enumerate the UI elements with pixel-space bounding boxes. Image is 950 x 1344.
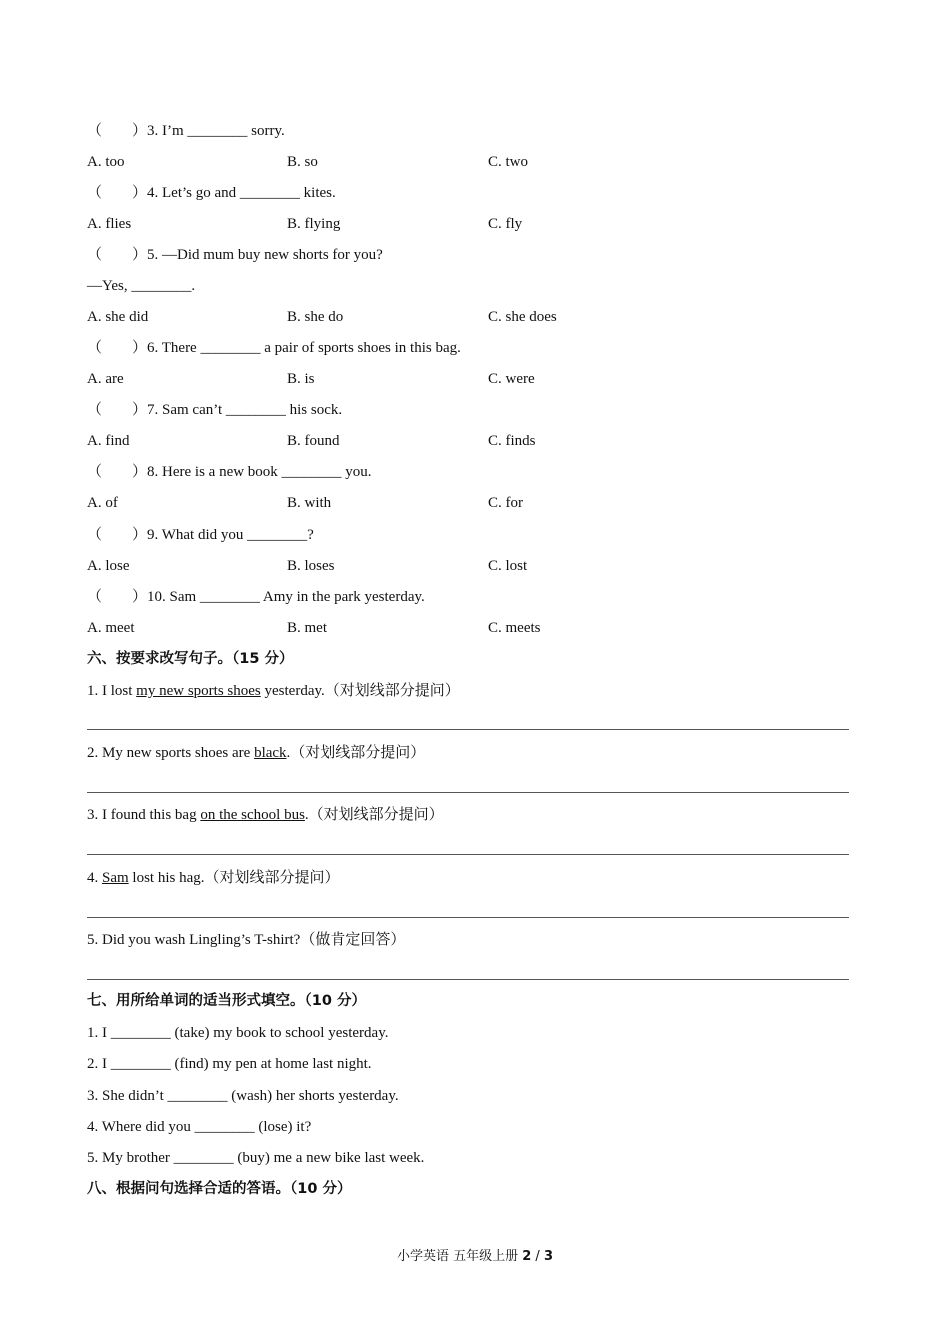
options-7 <box>87 430 787 452</box>
section-7-heading: 七、用所给单词的适当形式填空。（10 分） <box>87 993 366 1009</box>
question-7 <box>87 399 342 421</box>
option-a: A. flies <box>87 216 132 232</box>
item-text: 3. I found this bag <box>87 807 201 823</box>
rewrite-item-2 <box>87 742 425 764</box>
options-6 <box>87 368 787 390</box>
question-6 <box>87 337 461 359</box>
question-stem: 9. What did you ________? <box>147 527 314 543</box>
underlined-phrase: Sam <box>102 870 129 886</box>
fill-item-2: 2. I ________ (find) my pen at home last night. <box>87 1056 372 1072</box>
question-3 <box>87 120 285 142</box>
option-a: A. are <box>87 371 124 387</box>
question-5 <box>87 244 383 266</box>
question-stem: 10. Sam ________ Amy in the park yesterday. <box>147 589 425 605</box>
underlined-phrase: my new sports shoes <box>136 683 261 699</box>
answer-bracket: （ ） <box>87 589 148 605</box>
underlined-phrase: black <box>254 745 287 761</box>
answer-bracket: （ ） <box>87 185 148 201</box>
question-stem: 6. There ________ a pair of sports shoes in this bag. <box>147 340 461 356</box>
options-5 <box>87 306 787 328</box>
option-b: B. with <box>287 495 332 511</box>
question-10 <box>87 586 425 608</box>
option-c: C. finds <box>488 433 536 449</box>
option-b: B. flying <box>287 216 341 232</box>
answer-line-2[interactable] <box>87 792 849 793</box>
answer-line-3[interactable] <box>87 854 849 855</box>
page-number: 2 <box>522 1249 532 1264</box>
option-b: B. so <box>287 154 318 170</box>
option-c: C. meets <box>488 620 541 636</box>
options-9 <box>87 555 787 577</box>
answer-bracket: （ ） <box>87 123 148 139</box>
option-b: B. met <box>287 620 327 636</box>
answer-bracket: （ ） <box>87 247 148 263</box>
section-6-heading: 六、按要求改写句子。（15 分） <box>87 651 294 667</box>
item-instruction: yesterday.（对划线部分提问） <box>260 683 460 699</box>
option-a: A. meet <box>87 620 135 636</box>
answer-bracket: （ ） <box>87 527 148 543</box>
fill-item-4: 4. Where did you ________ (lose) it? <box>87 1119 312 1135</box>
options-4 <box>87 213 787 235</box>
answer-bracket: （ ） <box>87 402 148 418</box>
question-9 <box>87 524 314 546</box>
item-text: 4. <box>87 870 102 886</box>
option-b: B. found <box>287 433 340 449</box>
item-text: 5. Did you wash Lingling’s T-shirt?（做肯定回答） <box>87 932 406 948</box>
page-total: 3 <box>543 1249 553 1264</box>
question-stem: 4. Let’s go and ________ kites. <box>147 185 336 201</box>
item-instruction: lost his hag.（对划线部分提问） <box>128 870 340 886</box>
option-b: B. is <box>287 371 315 387</box>
fill-item-1: 1. I ________ (take) my book to school yesterday. <box>87 1025 389 1041</box>
item-instruction: .（对划线部分提问） <box>304 807 444 823</box>
fill-item-3: 3. She didn’t ________ (wash) her shorts yesterday. <box>87 1088 399 1104</box>
option-c: C. fly <box>488 216 523 232</box>
rewrite-item-1 <box>87 680 460 702</box>
question-stem: 7. Sam can’t ________ his sock. <box>147 402 343 418</box>
options-8 <box>87 492 787 514</box>
answer-line-5[interactable] <box>87 979 849 980</box>
rewrite-item-5 <box>87 929 405 951</box>
item-text: 1. I lost <box>87 683 137 699</box>
option-a: A. find <box>87 433 130 449</box>
item-instruction: .（对划线部分提问） <box>286 745 426 761</box>
question-stem: 5. —Did mum buy new shorts for you? <box>147 247 383 263</box>
option-a: A. too <box>87 154 125 170</box>
section-8-heading: 八、根据问句选择合适的答语。（10 分） <box>87 1181 352 1197</box>
rewrite-item-3 <box>87 804 444 826</box>
options-10 <box>87 617 787 639</box>
option-c: C. two <box>488 154 529 170</box>
question-stem: 8. Here is a new book ________ you. <box>147 464 372 480</box>
option-a: A. lose <box>87 558 130 574</box>
answer-bracket: （ ） <box>87 464 148 480</box>
question-4 <box>87 182 336 204</box>
question-8 <box>87 461 372 483</box>
question-5-reply: —Yes, ________. <box>87 278 196 294</box>
footer-title: 小学英语 五年级上册 <box>396 1249 523 1264</box>
options-3 <box>87 151 787 173</box>
option-c: C. lost <box>488 558 528 574</box>
option-c: C. she does <box>488 309 557 325</box>
option-b: B. she do <box>287 309 344 325</box>
answer-line-1[interactable] <box>87 729 849 730</box>
option-a: A. of <box>87 495 118 511</box>
fill-item-5: 5. My brother ________ (buy) me a new bike last week. <box>87 1150 425 1166</box>
underlined-phrase: on the school bus <box>200 807 305 823</box>
answer-bracket: （ ） <box>87 340 148 356</box>
page-separator: / <box>531 1249 544 1264</box>
option-c: C. for <box>488 495 523 511</box>
rewrite-item-4 <box>87 867 340 889</box>
answer-line-4[interactable] <box>87 917 849 918</box>
option-c: C. were <box>488 371 535 387</box>
option-b: B. loses <box>287 558 335 574</box>
item-text: 2. My new sports shoes are <box>87 745 255 761</box>
page-footer <box>0 1245 950 1264</box>
option-a: A. she did <box>87 309 149 325</box>
question-stem: 3. I’m ________ sorry. <box>147 123 285 139</box>
